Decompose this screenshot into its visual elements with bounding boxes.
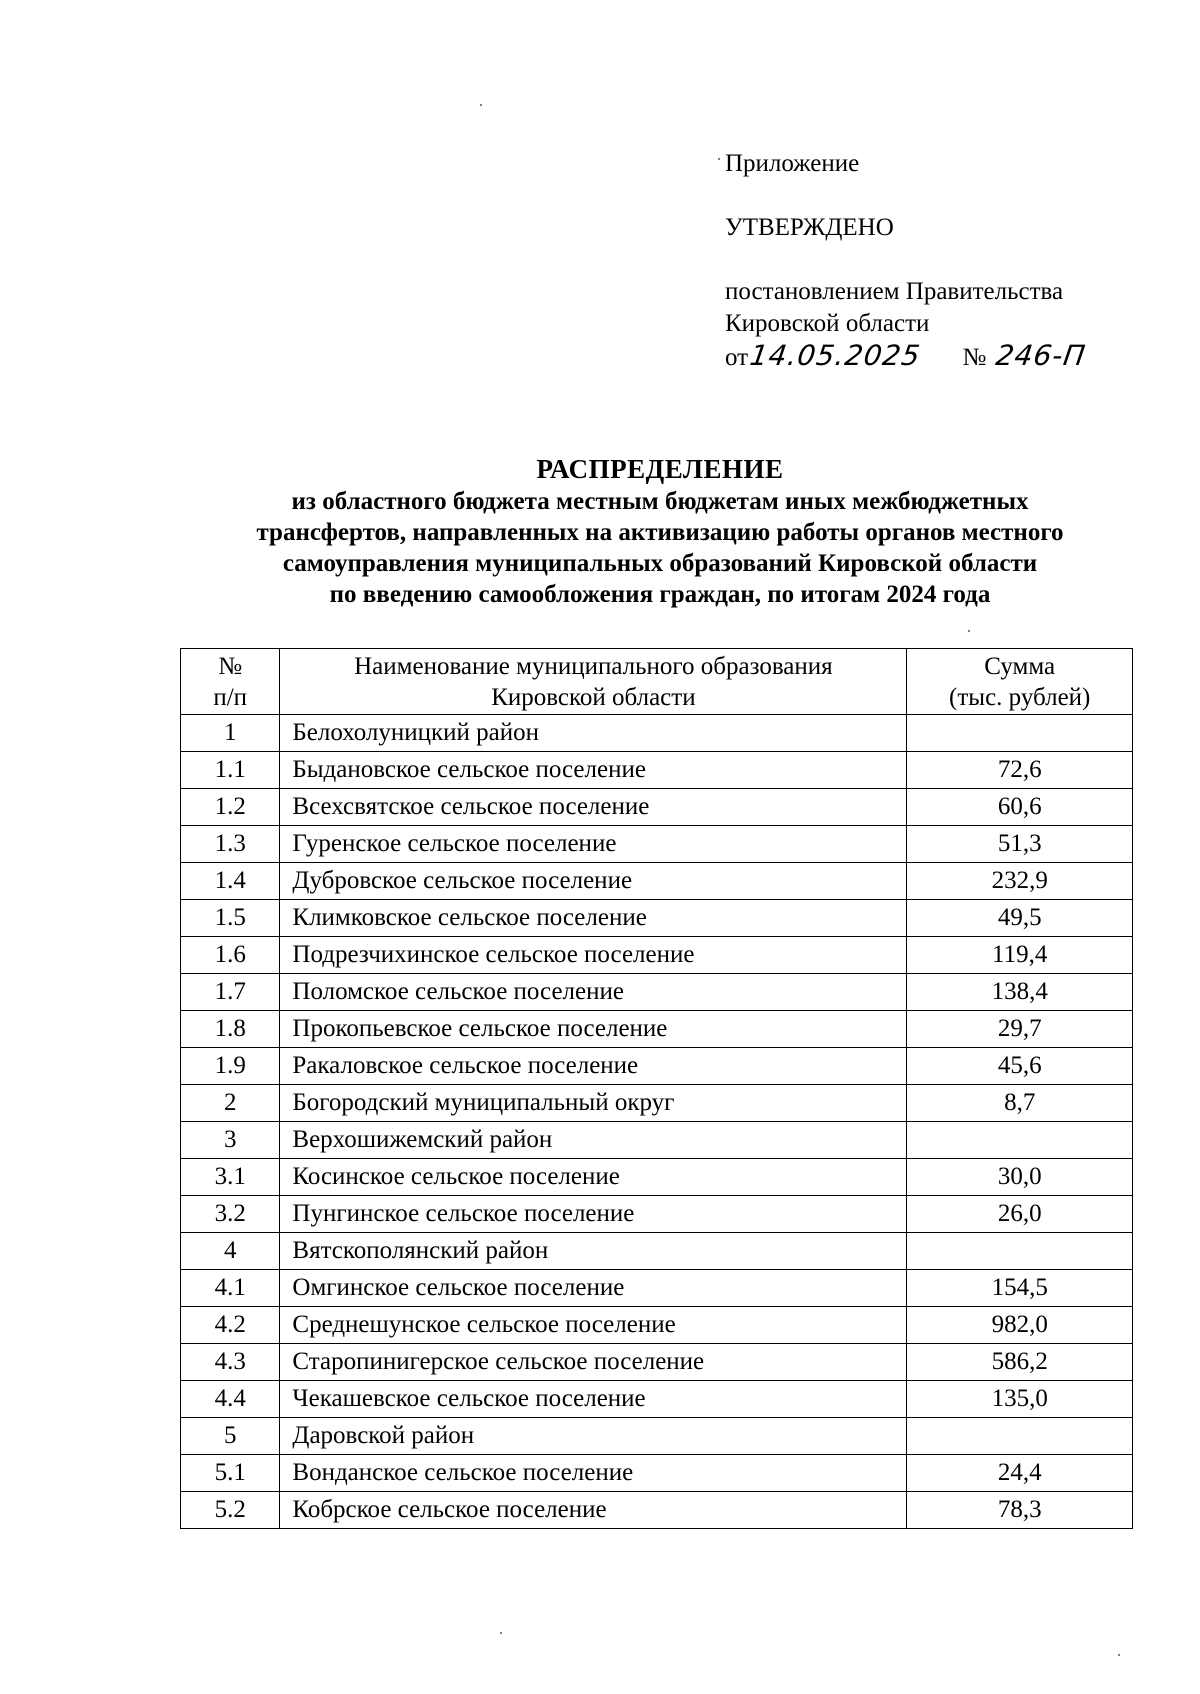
row-sum [907,1418,1133,1455]
table-row [181,1381,1133,1418]
table-row [181,1455,1133,1492]
row-municipality-name: Климковское сельское поселение [280,900,907,937]
row-number: 3.1 [181,1159,280,1196]
row-number: 1.9 [181,1048,280,1085]
table-row [181,937,1133,974]
table-row [181,863,1133,900]
table-row [181,1048,1133,1085]
row-number: 1.7 [181,974,280,1011]
row-number: 4.4 [181,1381,280,1418]
row-municipality-name: Ракаловское сельское поселение [280,1048,907,1085]
row-municipality-name: Гуренское сельское поселение [280,826,907,863]
approval-block [725,148,1089,374]
table-row [181,1307,1133,1344]
decree-line-2: Кировской области [725,310,930,337]
row-municipality-name: Даровской район [280,1418,907,1455]
row-municipality-name: Всехсвятское сельское поселение [280,789,907,826]
row-municipality-name: Чекашевское сельское поселение [280,1381,907,1418]
row-sum: 49,5 [907,900,1133,937]
row-number: 1.3 [181,826,280,863]
row-sum: 232,9 [907,863,1133,900]
handwritten-number: 246-П [994,339,1089,372]
number-label: № [962,344,987,371]
table-row [181,974,1133,1011]
row-sum: 586,2 [907,1344,1133,1381]
row-municipality-name: Богородский муниципальный округ [280,1085,907,1122]
row-municipality-name: Омгинское сельское поселение [280,1270,907,1307]
row-number: 4.1 [181,1270,280,1307]
row-number: 1 [181,715,280,752]
decree-line-1: постановлением Правительства [725,278,1064,305]
row-number: 5.1 [181,1455,280,1492]
header-name: Наименование муниципального образования Кировской области [280,649,907,715]
row-municipality-name: Пунгинское сельское поселение [280,1196,907,1233]
distribution-table [180,648,1133,1529]
row-sum [907,715,1133,752]
table-body [181,715,1133,1529]
row-sum: 45,6 [907,1048,1133,1085]
table-header-row [181,649,1133,715]
title-line-1: из областного бюджета местным бюджетам иных межбюджетных [291,488,1029,515]
scan-speck [480,104,482,106]
row-sum: 119,4 [907,937,1133,974]
row-number: 1.4 [181,863,280,900]
row-number: 4 [181,1233,280,1270]
row-sum: 26,0 [907,1196,1133,1233]
row-municipality-name: Белохолуницкий район [280,715,907,752]
row-number: 1.5 [181,900,280,937]
row-municipality-name: Косинское сельское поселение [280,1159,907,1196]
row-number: 4.2 [181,1307,280,1344]
row-number: 1.8 [181,1011,280,1048]
from-label: от [725,344,749,371]
row-sum: 29,7 [907,1011,1133,1048]
row-number: 2 [181,1085,280,1122]
row-number: 1.6 [181,937,280,974]
table-row [181,826,1133,863]
row-municipality-name: Подрезчихинское сельское поселение [280,937,907,974]
row-sum: 72,6 [907,752,1133,789]
row-sum: 60,6 [907,789,1133,826]
row-municipality-name: Среднешунское сельское поселение [280,1307,907,1344]
row-sum: 78,3 [907,1492,1133,1529]
row-number: 1.2 [181,789,280,826]
scan-speck [1118,1654,1120,1656]
row-municipality-name: Верхошижемский район [280,1122,907,1159]
row-municipality-name: Вонданское сельское поселение [280,1455,907,1492]
appendix-label: Приложение [725,150,860,177]
table-row [181,1085,1133,1122]
approved-label: УТВЕРЖДЕНО [725,214,894,241]
row-municipality-name: Кобрское сельское поселение [280,1492,907,1529]
row-sum: 8,7 [907,1085,1133,1122]
title-main: РАСПРЕДЕЛЕНИЕ [536,454,784,484]
row-sum [907,1122,1133,1159]
row-number: 1.1 [181,752,280,789]
table-row [181,1418,1133,1455]
row-number: 4.3 [181,1344,280,1381]
title-line-4: по введению самообложения граждан, по итогам 2024 года [329,581,991,608]
row-number: 3.2 [181,1196,280,1233]
header-sum: Сумма (тыс. рублей) [907,649,1133,715]
row-sum: 154,5 [907,1270,1133,1307]
table-row [181,789,1133,826]
row-sum: 30,0 [907,1159,1133,1196]
row-municipality-name: Дубровское сельское поселение [280,863,907,900]
table-row [181,1233,1133,1270]
table-row [181,1122,1133,1159]
row-sum: 135,0 [907,1381,1133,1418]
table-row [181,1344,1133,1381]
row-municipality-name: Вятскополянский район [280,1233,907,1270]
row-municipality-name: Старопинигерское сельское поселение [280,1344,907,1381]
row-number: 5.2 [181,1492,280,1529]
row-number: 5 [181,1418,280,1455]
scan-speck [718,158,720,160]
row-number: 3 [181,1122,280,1159]
scan-speck [500,1632,502,1634]
table-row [181,1270,1133,1307]
row-sum [907,1233,1133,1270]
title-line-2: трансфертов, направленных на активизацию работы органов местного [256,519,1064,546]
row-sum: 138,4 [907,974,1133,1011]
table-row [181,1196,1133,1233]
table-row [181,752,1133,789]
row-sum: 51,3 [907,826,1133,863]
row-municipality-name: Быдановское сельское поселение [280,752,907,789]
document-title [150,452,1170,610]
title-line-3: самоуправления муниципальных образований Кировской области [282,550,1038,577]
row-sum: 24,4 [907,1455,1133,1492]
table-row [181,715,1133,752]
decree-date-number [725,339,1089,374]
table-row [181,900,1133,937]
table-row [181,1492,1133,1529]
table-row [181,1159,1133,1196]
table-row [181,1011,1133,1048]
header-num: № п/п [181,649,280,715]
scan-speck [968,630,970,632]
handwritten-date: 14.05.2025 [747,339,923,372]
row-sum: 982,0 [907,1307,1133,1344]
row-municipality-name: Прокопьевское сельское поселение [280,1011,907,1048]
row-municipality-name: Поломское сельское поселение [280,974,907,1011]
